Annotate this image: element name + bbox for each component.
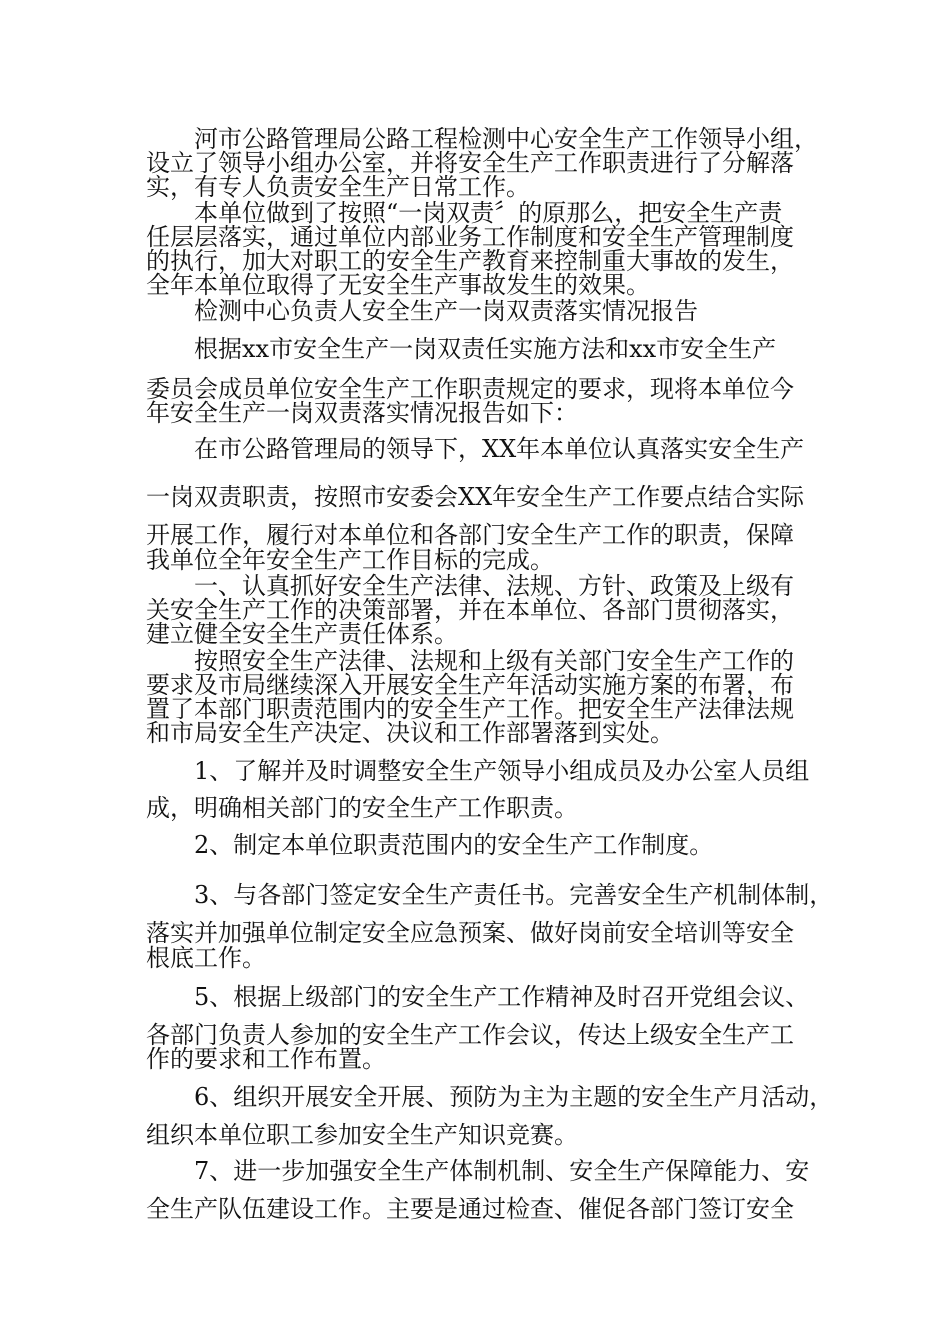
section-heading: 一、认真抓好安全生产法律、法规、方针、政策及上级有 [194, 572, 794, 600]
text-line: 各部门负责人参加的安全生产工作会议，传达上级安全生产工 [146, 1021, 794, 1049]
text-line: 设立了领导小组办公室，并将安全生产工作职责进行了分解落 [146, 149, 794, 177]
text-line: 全年本单位取得了无安全生产事故发生的效果。 [146, 271, 650, 299]
text-line: 根底工作。 [146, 944, 266, 972]
text-line: 开展工作，履行对本单位和各部门安全生产工作的职责，保障 [146, 521, 794, 549]
text-line: 根据xx市安全生产一岗双责任实施方法和xx市安全生产 [194, 335, 777, 363]
document-subtitle: 检测中心负责人安全生产一岗双责落实情况报告 [194, 297, 698, 325]
text-line: 要求及市局继续深入开展安全生产年活动实施方案的布署，布 [146, 671, 794, 699]
text-line: 建立健全安全生产责任体系。 [146, 620, 458, 648]
text-line: 委员会成员单位安全生产工作职责规定的要求，现将本单位今 [146, 375, 794, 403]
text-line: 一岗双责职责，按照市安委会XX年安全生产工作要点结合实际 [146, 483, 805, 511]
text-line: 成，明确相关部门的安全生产工作职责。 [146, 794, 578, 822]
text-line: 组织本单位职工参加安全生产知识竞赛。 [146, 1121, 578, 1149]
text-line: 关安全生产工作的决策部署，并在本单位、各部门贯彻落实， [146, 596, 794, 624]
text-line: 实，有专人负责安全生产日常工作。 [146, 173, 530, 201]
text-line: 我单位全年安全生产工作目标的完成。 [146, 546, 554, 574]
text-line: 和市局安全生产决定、决议和工作部署落到实处。 [146, 719, 674, 747]
text-line: 河市公路管理局公路工程检测中心安全生产工作领导小组， [194, 125, 818, 153]
list-item: 2、制定本单位职责范围内的安全生产工作制度。 [194, 831, 714, 859]
list-item: 6、组织开展安全开展、预防为主为主题的安全生产月活动， [194, 1083, 834, 1111]
list-item: 7、进一步加强安全生产体制机制、安全生产保障能力、安 [194, 1157, 810, 1185]
list-item: 3、与各部门签定安全生产责任书。完善安全生产机制体制， [194, 881, 834, 909]
text-line: 任层层落实，通过单位内部业务工作制度和安全生产管理制度 [146, 223, 794, 251]
text-line: 按照安全生产法律、法规和上级有关部门安全生产工作的 [194, 647, 794, 675]
text-line: 落实并加强单位制定安全应急预案、做好岗前安全培训等安全 [146, 919, 794, 947]
text-line: 全生产队伍建设工作。主要是通过检查、催促各部门签订安全 [146, 1195, 794, 1223]
text-line: 年安全生产一岗双责落实情况报告如下： [146, 399, 578, 427]
text-line: 本单位做到了按照“一岗双责〞的原那么，把安全生产责 [194, 199, 783, 227]
text-line: 的执行，加大对职工的安全生产教育来控制重大事故的发生， [146, 247, 794, 275]
list-item: 1、了解并及时调整安全生产领导小组成员及办公室人员组 [194, 757, 810, 785]
text-line: 作的要求和工作布置。 [146, 1045, 386, 1073]
text-line: 在市公路管理局的领导下，XX年本单位认真落实安全生产 [194, 435, 805, 463]
text-line: 置了本部门职责范围内的安全生产工作。把安全生产法律法规 [146, 695, 794, 723]
list-item: 5、根据上级部门的安全生产工作精神及时召开党组会议、 [194, 983, 810, 1011]
